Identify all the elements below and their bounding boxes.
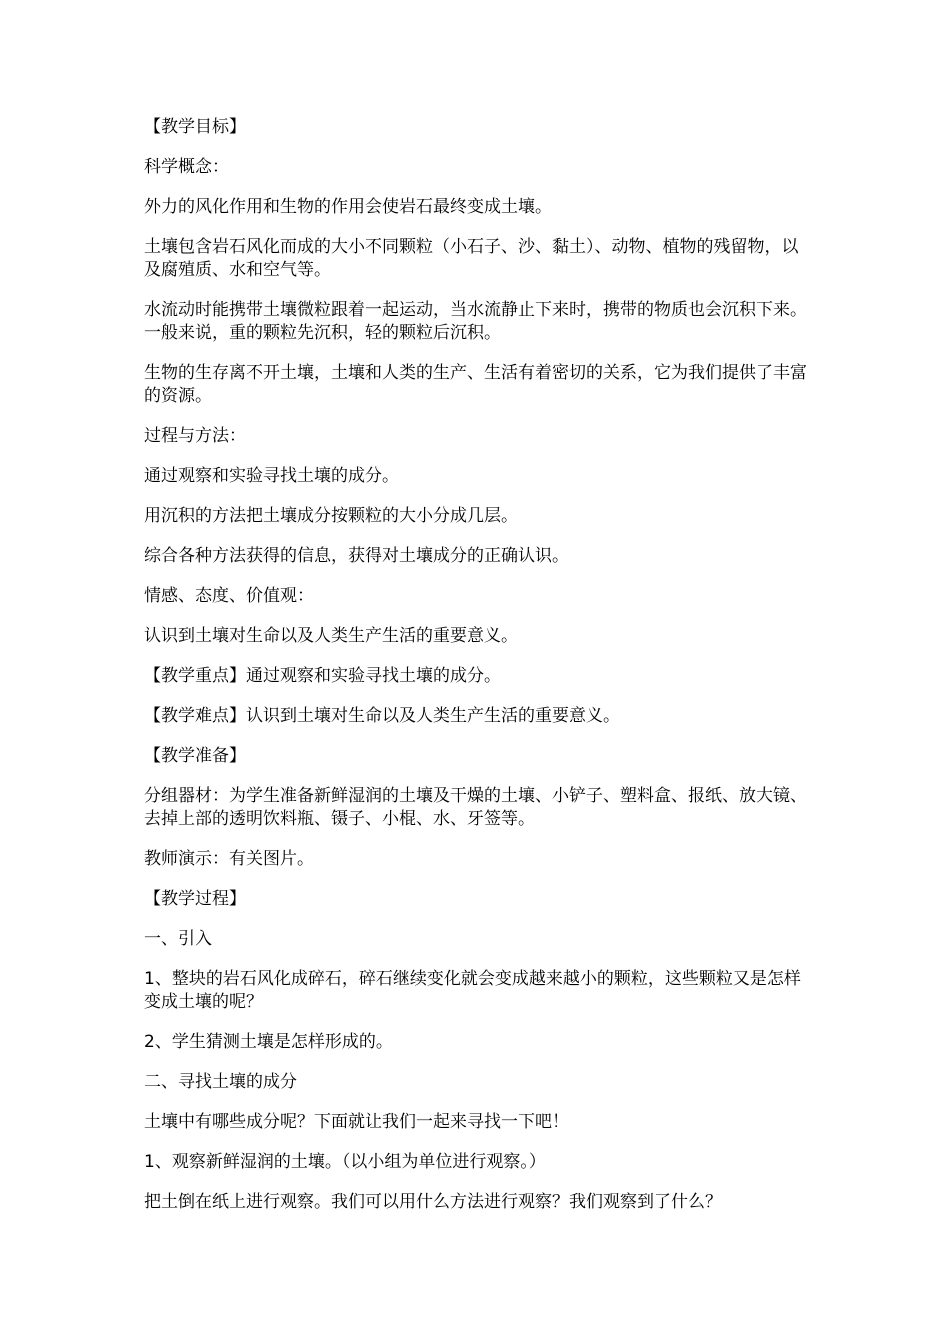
section-heading-teaching-process: 【教学过程】 [144,889,246,909]
section-heading-preparation: 【教学准备】 [144,746,246,766]
paragraph: 1、整块的岩石风化成碎石，碎石继续变化就会变成越来越小的颗粒，这些颗粒又是怎样变成土壤的呢？ [144,969,801,1012]
subheading-emotions-values: 情感、态度、价值观： [144,586,314,606]
section-teaching-focus: 【教学重点】通过观察和实验寻找土壤的成分。 [144,666,501,686]
subheading-process-methods: 过程与方法： [144,426,246,446]
paragraph: 水流动时能携带土壤微粒跟着一起运动，当水流静止下来时，携带的物质也会沉积下来。一般来说，重的颗粒先沉积，轻的颗粒后沉积。 [144,300,807,343]
paragraph: 用沉积的方法把土壤成分按颗粒的大小分成几层。 [144,506,518,526]
subheading-find-soil-components: 二、寻找土壤的成分 [144,1072,297,1092]
subheading-science-concepts: 科学概念： [144,157,229,177]
section-heading-teaching-goals: 【教学目标】 [144,117,246,137]
paragraph: 认识到土壤对生命以及人类生产生活的重要意义。 [144,626,518,646]
paragraph: 分组器材：为学生准备新鲜湿润的土壤及干燥的土壤、小铲子、塑料盒、报纸、放大镜、去掉上部的透明饮料瓶、镊子、小棍、水、牙签等。 [144,786,807,829]
paragraph: 1、观察新鲜湿润的土壤。（以小组为单位进行观察。） [144,1152,546,1172]
paragraph: 教师演示：有关图片。 [144,849,314,869]
paragraph: 外力的风化作用和生物的作用会使岩石最终变成土壤。 [144,197,552,217]
paragraph: 把土倒在纸上进行观察。我们可以用什么方法进行观察？我们观察到了什么？ [144,1192,722,1212]
document-page [144,116,809,1231]
paragraph: 土壤中有哪些成分呢？下面就让我们一起来寻找一下吧！ [144,1112,569,1132]
paragraph: 生物的生存离不开土壤，土壤和人类的生产、生活有着密切的关系，它为我们提供了丰富的资源。 [144,363,807,406]
paragraph: 综合各种方法获得的信息，获得对土壤成分的正确认识。 [144,546,569,566]
paragraph: 土壤包含岩石风化而成的大小不同颗粒（小石子、沙、黏土）、动物、植物的残留物，以及腐殖质、水和空气等。 [144,237,799,280]
paragraph: 2、学生猜测土壤是怎样形成的。 [144,1032,393,1052]
paragraph: 通过观察和实验寻找土壤的成分。 [144,466,399,486]
subheading-introduction: 一、引入 [144,929,212,949]
section-teaching-difficulty: 【教学难点】认识到土壤对生命以及人类生产生活的重要意义。 [144,706,620,726]
